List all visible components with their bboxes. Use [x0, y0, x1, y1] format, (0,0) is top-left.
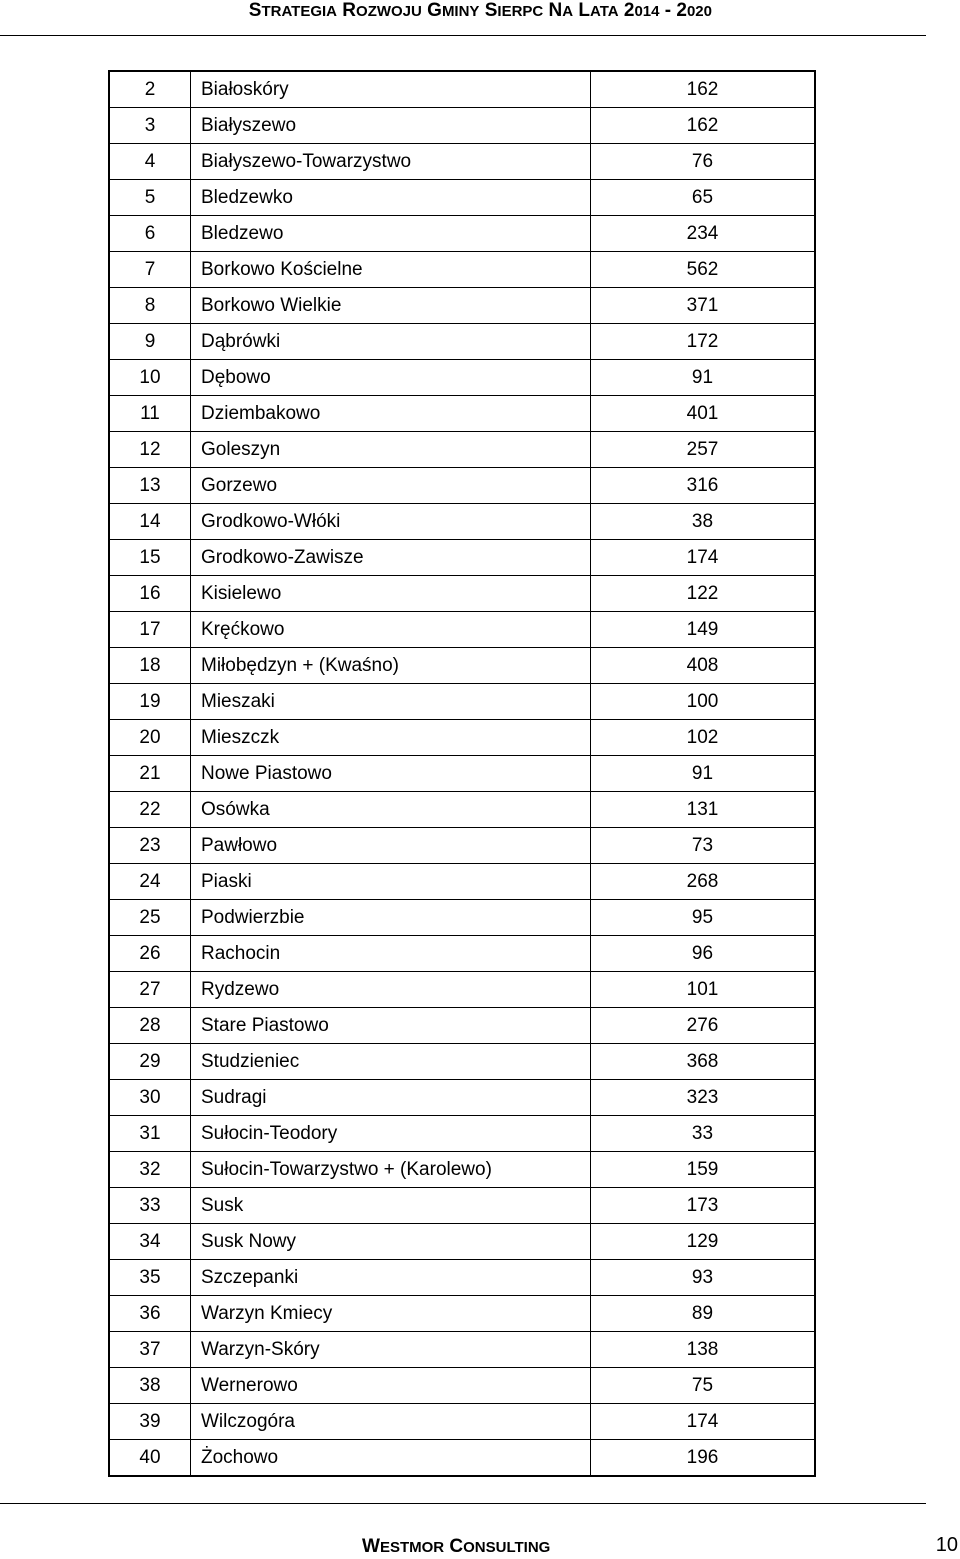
village-name: Dziembakowo — [191, 396, 591, 432]
population-value: 33 — [591, 1116, 815, 1152]
row-number: 26 — [110, 936, 191, 972]
table-row — [110, 324, 815, 360]
row-number: 16 — [110, 576, 191, 612]
village-name: Rachocin — [191, 936, 591, 972]
table-row — [110, 828, 815, 864]
population-value: 91 — [591, 756, 815, 792]
village-name: Pawłowo — [191, 828, 591, 864]
table-row — [110, 864, 815, 900]
page-header-title: STRATEGIA ROZWOJU GMINY SIERPC NA LATA 2014 - 2020 — [248, 0, 712, 21]
village-name: Stare Piastowo — [191, 1008, 591, 1044]
population-value: 89 — [591, 1296, 815, 1332]
row-number: 37 — [110, 1332, 191, 1368]
population-value: 93 — [591, 1260, 815, 1296]
table-row — [110, 720, 815, 756]
row-number: 34 — [110, 1224, 191, 1260]
page-number: 10 — [935, 1534, 958, 1556]
row-number: 7 — [110, 252, 191, 288]
table-row — [110, 504, 815, 540]
header-divider — [0, 35, 926, 36]
population-value: 268 — [591, 864, 815, 900]
table-row — [110, 1008, 815, 1044]
row-number: 14 — [110, 504, 191, 540]
population-value: 276 — [591, 1008, 815, 1044]
table-row — [110, 1368, 815, 1404]
village-name: Studzieniec — [191, 1044, 591, 1080]
row-number: 10 — [110, 360, 191, 396]
table-row — [110, 1260, 815, 1296]
table-row — [110, 1404, 815, 1440]
row-number: 15 — [110, 540, 191, 576]
table-row — [110, 468, 815, 504]
village-name: Bledzewo — [191, 216, 591, 252]
village-name: Borkowo Kościelne — [191, 252, 591, 288]
population-value: 162 — [591, 108, 815, 144]
population-value: 174 — [591, 540, 815, 576]
row-number: 30 — [110, 1080, 191, 1116]
table-row — [110, 936, 815, 972]
table-row — [110, 756, 815, 792]
population-value: 174 — [591, 1404, 815, 1440]
row-number: 32 — [110, 1152, 191, 1188]
population-value: 172 — [591, 324, 815, 360]
population-value: 138 — [591, 1332, 815, 1368]
table-row — [110, 1440, 815, 1476]
population-value: 95 — [591, 900, 815, 936]
table-row — [110, 216, 815, 252]
row-number: 25 — [110, 900, 191, 936]
population-value: 38 — [591, 504, 815, 540]
population-value: 196 — [591, 1440, 815, 1476]
village-name: Sułocin-Towarzystwo + (Karolewo) — [191, 1152, 591, 1188]
village-name: Mieszaki — [191, 684, 591, 720]
row-number: 6 — [110, 216, 191, 252]
row-number: 13 — [110, 468, 191, 504]
table-row — [110, 900, 815, 936]
village-name: Sudragi — [191, 1080, 591, 1116]
table-row — [110, 612, 815, 648]
population-value: 368 — [591, 1044, 815, 1080]
villages-table-body — [110, 72, 815, 1476]
village-name: Szczepanki — [191, 1260, 591, 1296]
table-row — [110, 1044, 815, 1080]
village-name: Susk — [191, 1188, 591, 1224]
row-number: 3 — [110, 108, 191, 144]
village-name: Bledzewko — [191, 180, 591, 216]
village-name: Warzyn-Skóry — [191, 1332, 591, 1368]
row-number: 18 — [110, 648, 191, 684]
village-name: Rydzewo — [191, 972, 591, 1008]
population-value: 91 — [591, 360, 815, 396]
population-value: 129 — [591, 1224, 815, 1260]
table-row — [110, 144, 815, 180]
row-number: 31 — [110, 1116, 191, 1152]
village-name: Białyszewo — [191, 108, 591, 144]
population-value: 257 — [591, 432, 815, 468]
row-number: 5 — [110, 180, 191, 216]
table-row — [110, 648, 815, 684]
table-row — [110, 1224, 815, 1260]
village-name: Wernerowo — [191, 1368, 591, 1404]
row-number: 12 — [110, 432, 191, 468]
population-value: 562 — [591, 252, 815, 288]
village-name: Sułocin-Teodory — [191, 1116, 591, 1152]
population-value: 323 — [591, 1080, 815, 1116]
table-row — [110, 288, 815, 324]
village-name: Grodkowo-Zawisze — [191, 540, 591, 576]
population-value: 65 — [591, 180, 815, 216]
table-row — [110, 1188, 815, 1224]
table-row — [110, 972, 815, 1008]
village-name: Dębowo — [191, 360, 591, 396]
table-row — [110, 1080, 815, 1116]
row-number: 4 — [110, 144, 191, 180]
table-row — [110, 1116, 815, 1152]
village-name: Kisielewo — [191, 576, 591, 612]
village-name: Borkowo Wielkie — [191, 288, 591, 324]
village-name: Żochowo — [191, 1440, 591, 1476]
row-number: 11 — [110, 396, 191, 432]
population-value: 100 — [591, 684, 815, 720]
table-row — [110, 1152, 815, 1188]
population-value: 75 — [591, 1368, 815, 1404]
footer-divider — [0, 1503, 926, 1504]
row-number: 24 — [110, 864, 191, 900]
village-name: Warzyn Kmiecy — [191, 1296, 591, 1332]
row-number: 2 — [110, 72, 191, 108]
table-row — [110, 1332, 815, 1368]
row-number: 38 — [110, 1368, 191, 1404]
table-row — [110, 396, 815, 432]
row-number: 33 — [110, 1188, 191, 1224]
row-number: 29 — [110, 1044, 191, 1080]
row-number: 36 — [110, 1296, 191, 1332]
population-value: 159 — [591, 1152, 815, 1188]
table-row — [110, 252, 815, 288]
row-number: 35 — [110, 1260, 191, 1296]
table-row — [110, 108, 815, 144]
village-name: Nowe Piastowo — [191, 756, 591, 792]
row-number: 27 — [110, 972, 191, 1008]
population-value: 101 — [591, 972, 815, 1008]
population-value: 316 — [591, 468, 815, 504]
village-name: Susk Nowy — [191, 1224, 591, 1260]
population-value: 73 — [591, 828, 815, 864]
row-number: 23 — [110, 828, 191, 864]
population-value: 162 — [591, 72, 815, 108]
row-number: 8 — [110, 288, 191, 324]
population-value: 96 — [591, 936, 815, 972]
population-value: 173 — [591, 1188, 815, 1224]
table-row — [110, 540, 815, 576]
village-name: Goleszyn — [191, 432, 591, 468]
table-row — [110, 360, 815, 396]
population-value: 149 — [591, 612, 815, 648]
table-row — [110, 792, 815, 828]
row-number: 22 — [110, 792, 191, 828]
village-name: Białoskóry — [191, 72, 591, 108]
table-row — [110, 684, 815, 720]
population-value: 102 — [591, 720, 815, 756]
village-name: Białyszewo-Towarzystwo — [191, 144, 591, 180]
table-row — [110, 180, 815, 216]
table-row — [110, 72, 815, 108]
row-number: 17 — [110, 612, 191, 648]
village-name: Osówka — [191, 792, 591, 828]
population-value: 234 — [591, 216, 815, 252]
table-row — [110, 1296, 815, 1332]
villages-table — [108, 70, 816, 1477]
row-number: 21 — [110, 756, 191, 792]
village-name: Mieszczk — [191, 720, 591, 756]
village-name: Miłobędzyn + (Kwaśno) — [191, 648, 591, 684]
row-number: 28 — [110, 1008, 191, 1044]
row-number: 20 — [110, 720, 191, 756]
row-number: 40 — [110, 1440, 191, 1476]
village-name: Wilczogóra — [191, 1404, 591, 1440]
footer-company-name: WESTMOR CONSULTING — [362, 1536, 551, 1557]
population-value: 371 — [591, 288, 815, 324]
population-value: 122 — [591, 576, 815, 612]
row-number: 19 — [110, 684, 191, 720]
population-value: 76 — [591, 144, 815, 180]
row-number: 9 — [110, 324, 191, 360]
population-value: 401 — [591, 396, 815, 432]
village-name: Piaski — [191, 864, 591, 900]
village-name: Kręćkowo — [191, 612, 591, 648]
table-row — [110, 432, 815, 468]
village-name: Gorzewo — [191, 468, 591, 504]
population-value: 408 — [591, 648, 815, 684]
table-row — [110, 576, 815, 612]
row-number: 39 — [110, 1404, 191, 1440]
village-name: Podwierzbie — [191, 900, 591, 936]
village-name: Grodkowo-Włóki — [191, 504, 591, 540]
population-value: 131 — [591, 792, 815, 828]
village-name: Dąbrówki — [191, 324, 591, 360]
